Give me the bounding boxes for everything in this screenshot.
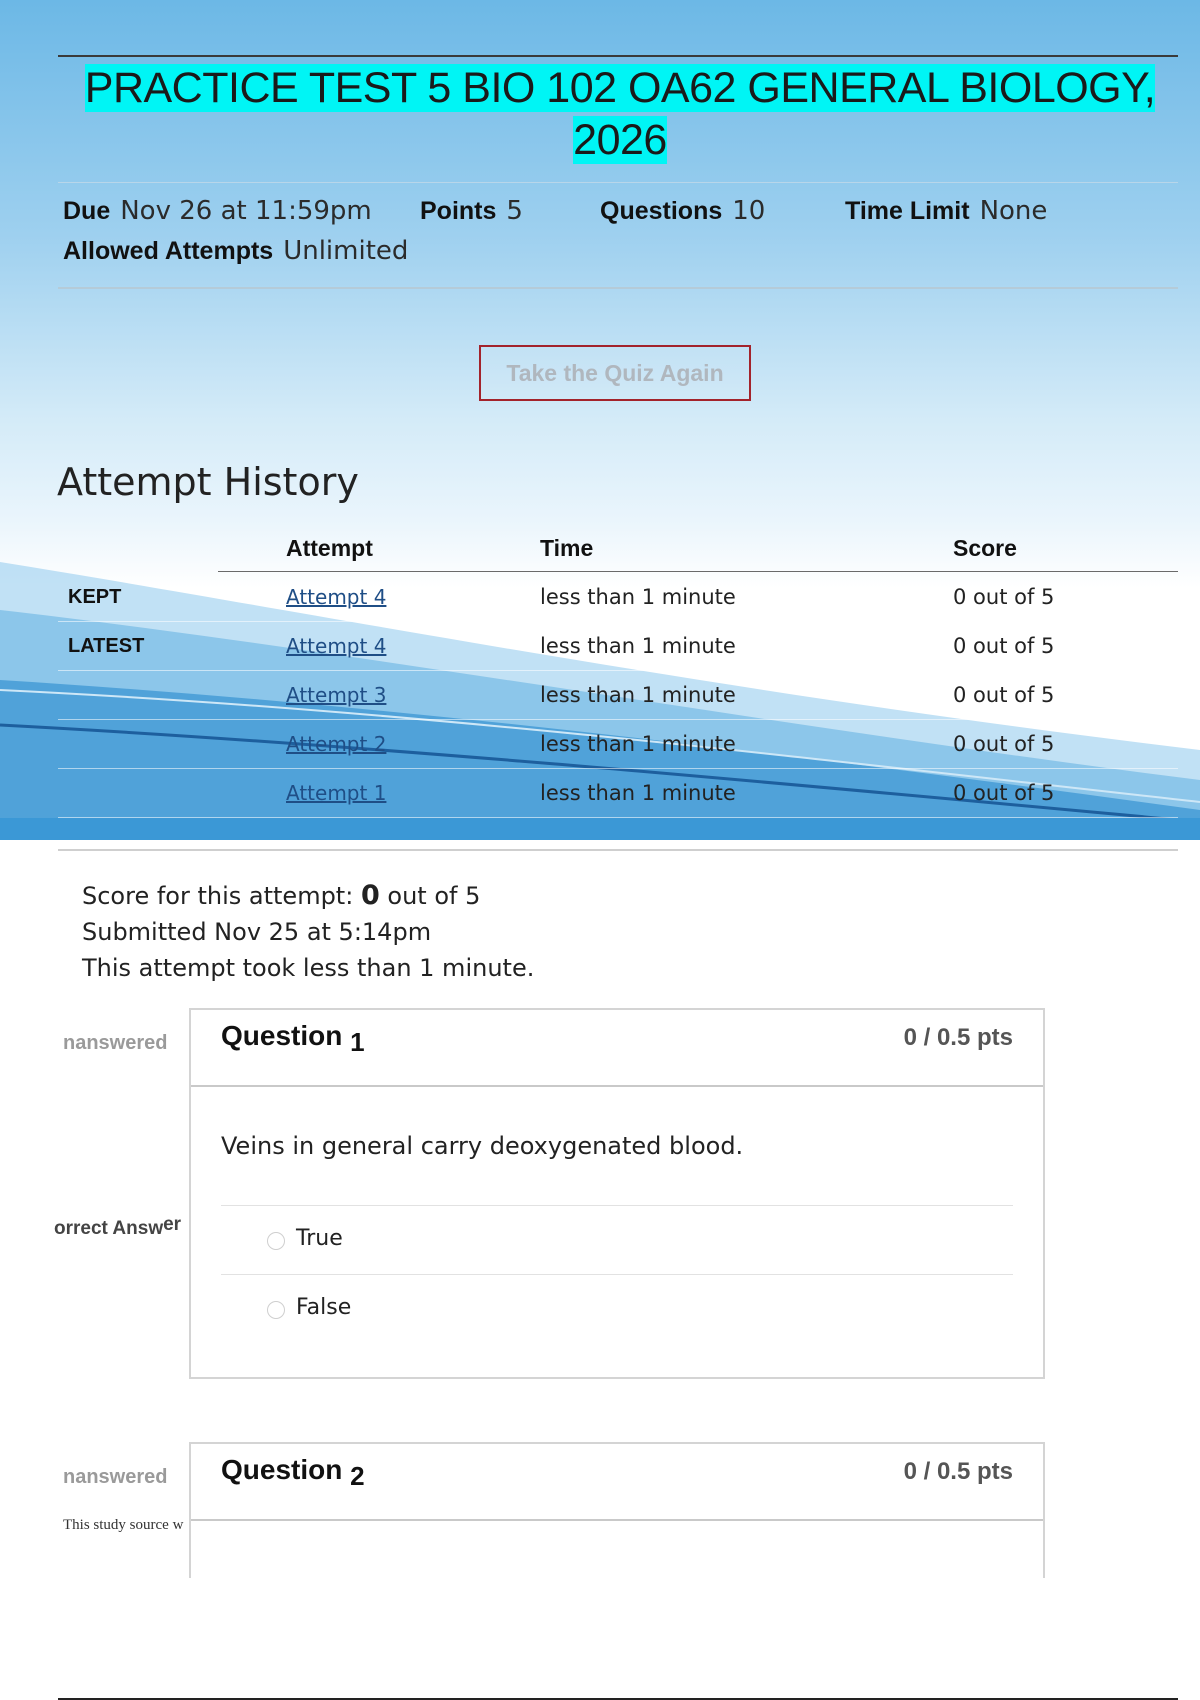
attempt-duration: This attempt took less than 1 minute. bbox=[82, 954, 535, 982]
attempt-score: 0 out of 5 bbox=[953, 781, 1055, 805]
divider bbox=[58, 849, 1178, 851]
attempt-link[interactable]: Attempt 1 bbox=[286, 781, 387, 805]
question-header bbox=[191, 1444, 1043, 1521]
kept-tag: KEPT bbox=[68, 586, 122, 608]
latest-tag: LATEST bbox=[68, 635, 145, 657]
question-text: Veins in general carry deoxygenated blood. bbox=[221, 1132, 744, 1160]
attempt-score-summary: Score for this attempt: 0 out of 5 bbox=[82, 880, 481, 911]
column-header-time: Time bbox=[540, 535, 594, 561]
question-card bbox=[189, 1442, 1045, 1578]
top-rule bbox=[58, 55, 1178, 57]
question-card bbox=[189, 1008, 1045, 1379]
table-header-rule bbox=[218, 571, 1178, 572]
table-row bbox=[58, 622, 1178, 671]
questions-info: Questions 10 bbox=[600, 196, 766, 226]
study-source-watermark: This study source w bbox=[63, 1517, 184, 1533]
page-title: PRACTICE TEST 5 BIO 102 OA62 GENERAL BIOLOGY, 2026 bbox=[84, 64, 1156, 164]
attempt-history-heading: Attempt History bbox=[57, 460, 359, 504]
column-header-attempt: Attempt bbox=[286, 535, 373, 561]
submitted-timestamp: Submitted Nov 25 at 5:14pm bbox=[82, 918, 432, 946]
question-header bbox=[191, 1010, 1043, 1087]
attempt-time: less than 1 minute bbox=[540, 732, 736, 756]
unanswered-label: nanswered bbox=[63, 1466, 168, 1488]
attempt-score: 0 out of 5 bbox=[953, 683, 1055, 707]
question-title: Question 2 bbox=[221, 1454, 365, 1491]
attempt-link[interactable]: Attempt 4 bbox=[286, 585, 387, 609]
attempt-time: less than 1 minute bbox=[540, 585, 736, 609]
divider bbox=[58, 182, 1178, 183]
table-row bbox=[58, 720, 1178, 769]
answer-option-false[interactable] bbox=[221, 1274, 1013, 1344]
answer-label: True bbox=[296, 1226, 343, 1251]
attempt-score: 0 out of 5 bbox=[953, 732, 1055, 756]
take-quiz-again-button[interactable]: Take the Quiz Again bbox=[479, 345, 751, 401]
attempt-link[interactable]: Attempt 4 bbox=[286, 634, 387, 658]
unanswered-label: nanswered bbox=[63, 1032, 168, 1054]
attempt-score: 0 out of 5 bbox=[953, 585, 1055, 609]
attempt-time: less than 1 minute bbox=[540, 781, 736, 805]
attempt-time: less than 1 minute bbox=[540, 683, 736, 707]
column-header-score: Score bbox=[953, 535, 1017, 561]
time-limit-info: Time Limit None bbox=[845, 196, 1048, 226]
radio-button[interactable] bbox=[267, 1232, 285, 1250]
question-title: Question 1 bbox=[221, 1020, 365, 1057]
attempt-link[interactable]: Attempt 3 bbox=[286, 683, 387, 707]
correct-answer-label: orrect Answer bbox=[54, 1214, 182, 1239]
answer-option-true[interactable] bbox=[221, 1205, 1013, 1275]
table-row bbox=[58, 573, 1178, 622]
divider bbox=[58, 287, 1178, 289]
table-row bbox=[58, 671, 1178, 720]
table-row bbox=[58, 769, 1178, 818]
row-divider bbox=[58, 817, 1178, 818]
radio-button[interactable] bbox=[267, 1301, 285, 1319]
attempt-time: less than 1 minute bbox=[540, 634, 736, 658]
points-info: Points 5 bbox=[420, 196, 523, 226]
question-points: 0 / 0.5 pts bbox=[903, 1458, 1013, 1485]
attempt-link[interactable]: Attempt 2 bbox=[286, 732, 387, 756]
question-points: 0 / 0.5 pts bbox=[903, 1024, 1013, 1051]
answer-label: False bbox=[296, 1295, 352, 1320]
allowed-attempts-info: Allowed Attempts Unlimited bbox=[63, 236, 409, 266]
attempt-score: 0 out of 5 bbox=[953, 634, 1055, 658]
due-info: Due Nov 26 at 11:59pm bbox=[63, 196, 372, 226]
